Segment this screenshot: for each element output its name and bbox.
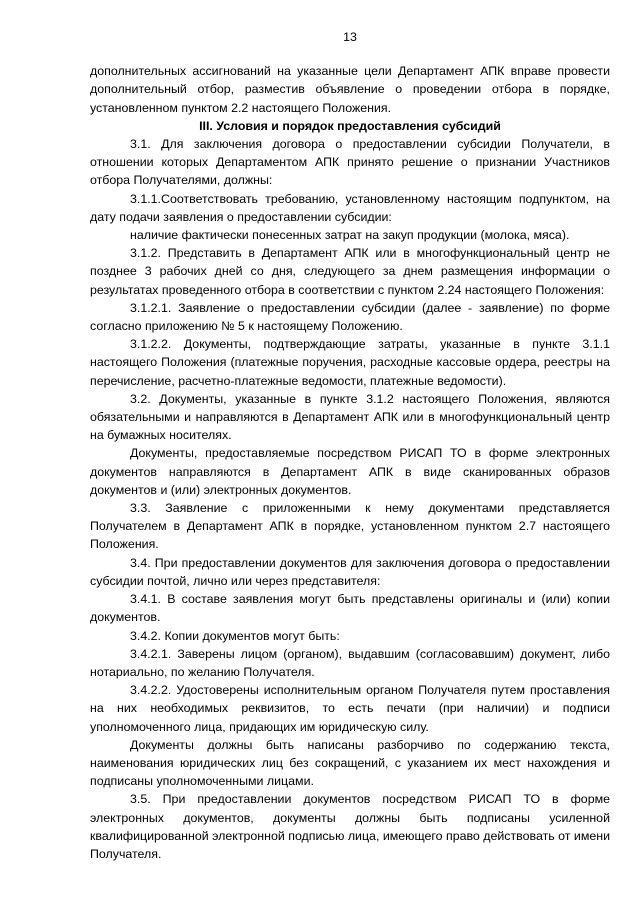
paragraph-3-1-2: 3.1.2. Представить в Департамент АПК или в многофункциональный центр не позднее 3 рабочих дней со дня, следующего за днем размещения информации о результатах проведенного отбора в соответствии с пунктом 2.24 настоящего Положения: bbox=[90, 246, 610, 297]
paragraph-3-4-2-1: 3.4.2.1. Заверены лицом (органом), выдавшим (согласовавшим) документ, либо нотариально, по желанию Получателя. bbox=[90, 646, 610, 679]
paragraph-3-2-electronic: Документы, предоставляемые посредством РИСАП ТО в форме электронных документов направляются в Департамент АПК в виде сканированных образов документов и (или) электронных документов. bbox=[90, 446, 610, 497]
paragraph-3-4-2-2: 3.4.2.2. Удостоверены исполнительным органом Получателя путем проставления на них необходимых реквизитов, то есть печати (при наличии) и подписи уполномоченного лица, придающих им юридическую силу. bbox=[90, 683, 610, 734]
paragraph-3-3: 3.3. Заявление с приложенными к нему документами представляется Получателем в Департамент АПК в порядке, установленном пунктом 2.7 настоящего Положения. bbox=[90, 501, 610, 552]
document-page bbox=[90, 28, 610, 863]
page-number: 13 bbox=[343, 30, 357, 44]
paragraph-3-1: 3.1. Для заключения договора о предоставлении субсидии Получатели, в отношении которых Департаментом АПК принято решение о признании Участников отбора Получателями, должны: bbox=[90, 137, 610, 188]
paragraph-3-5: 3.5. При предоставлении документов посредством РИСАП ТО в форме электронных документов, документы должны быть подписаны усиленной квалифицированной электронной подписью лица, имеющего право действовать от имени Получателя. bbox=[90, 792, 610, 861]
paragraph-3-4-1: 3.4.1. В составе заявления могут быть представлены оригиналы и (или) копии документов. bbox=[90, 592, 610, 625]
paragraph-3-2: 3.2. Документы, указанные в пункте 3.1.2 настоящего Положения, являются обязательными и направляются в Департамент АПК или в многофункциональный центр на бумажных носителях. bbox=[90, 391, 610, 443]
paragraph-3-4-2: 3.4.2. Копии документов могут быть: bbox=[130, 628, 340, 643]
paragraph-3-1-1: 3.1.1.Соответствовать требованию, установленному настоящим подпунктом, на дату подачи заявления о предоставлении субсидии: bbox=[90, 191, 610, 224]
paragraph-3-1-2-1: 3.1.2.1. Заявление о предоставлении субсидии (далее - заявление) по форме согласно приложению № 5 к настоящему Положению. bbox=[90, 300, 610, 334]
section-heading: III. Условия и порядок предоставления субсидий bbox=[199, 118, 501, 133]
paragraph-3-1-2-2: 3.1.2.2. Документы, подтверждающие затраты, указанные в пункте 3.1.1 настоящего Положения (платежные поручения, расходные кассовые ордера, реестры на перечисление, расчетно-платежные ведомости, платежные ведомости). bbox=[90, 337, 610, 388]
paragraph-3-1-1-item: наличие фактически понесенных затрат на закуп продукции (молока, мяса). bbox=[130, 228, 570, 243]
paragraph-3-4: 3.4. При предоставлении документов для заключения договора о предоставлении субсидии почтой, лично или через представителя: bbox=[90, 555, 610, 588]
paragraph-continuation: дополнительных ассигнований на указанные цели Департамент АПК вправе провести дополнительный отбор, разместив объявление о проведении отбора в порядке, установленном пунктом 2.2 настоящего Положения. bbox=[90, 64, 610, 115]
paragraph-documents-requirements: Документы должны быть написаны разборчиво по содержанию текста, наименования юридических лиц без сокращений, с указанием их мест нахождения и подписаны уполномоченными лицами. bbox=[90, 737, 610, 789]
